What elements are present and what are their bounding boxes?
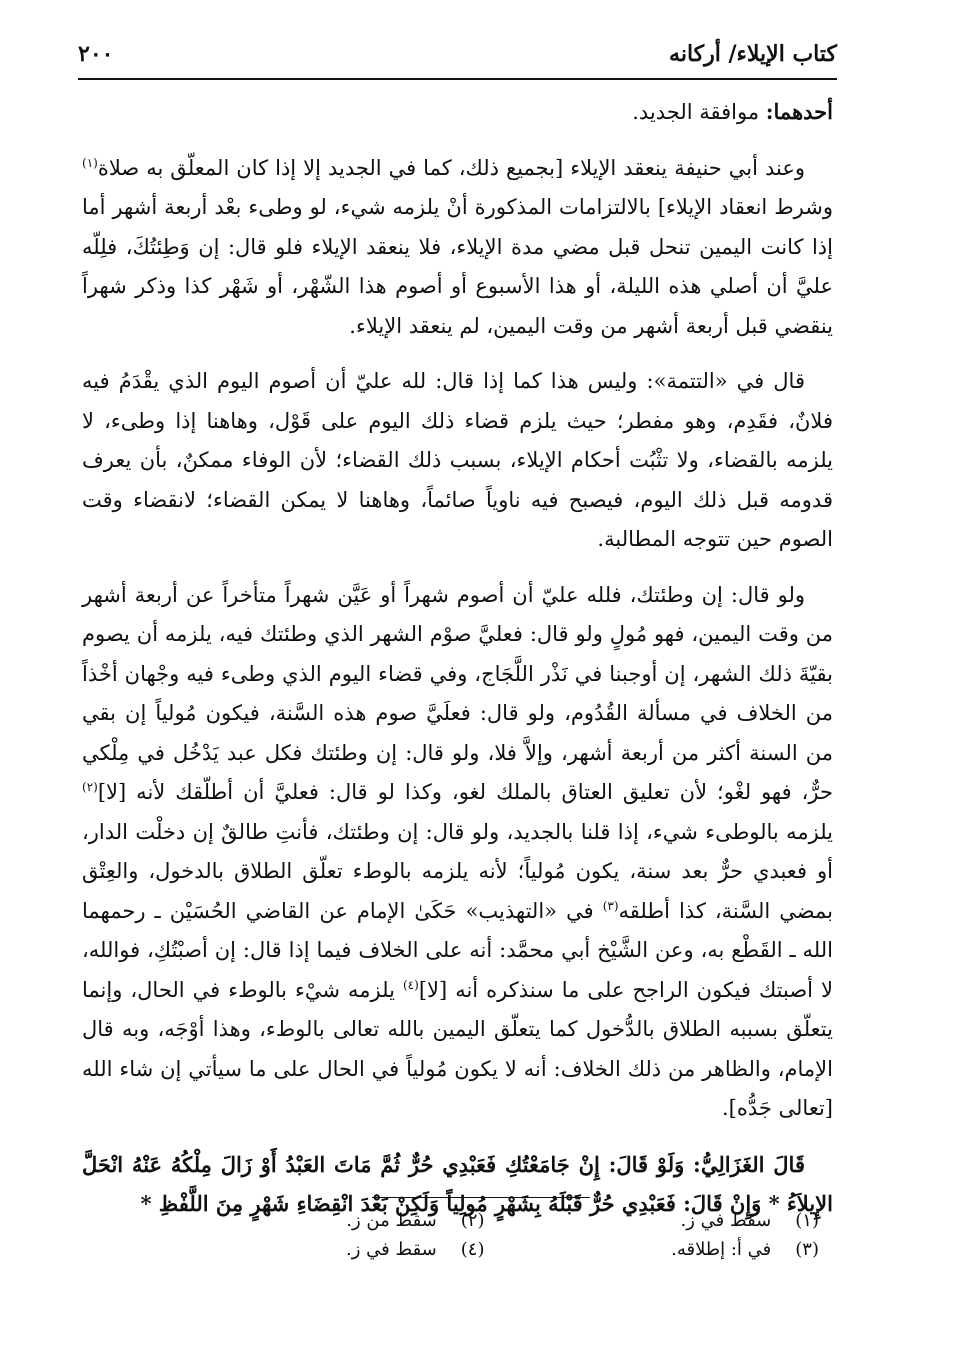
footnote-ref: (٤) — [402, 977, 419, 992]
footnote-ref: (٣) — [602, 898, 619, 913]
chapter-title: كتاب الإيلاء/ أركانه — [669, 41, 837, 67]
paragraph-1 — [82, 92, 833, 133]
paragraph-3 — [82, 362, 833, 560]
paragraph-2 — [82, 149, 833, 347]
footnote-text: سقط في ز. — [346, 1239, 437, 1260]
footnote-number: (١) — [795, 1210, 819, 1231]
running-header — [78, 30, 837, 80]
paragraph-text: يلزمه شيْء بالوطء في الحال، وإنما يتعلّق بسببه الطلاق بالدُّخول كما يتعلّق اليمين بالله تعالى بالوطء، وهذا أوْجَه، وبه قال الإمام، والظاهر من ذلك الخلاف: أنه لا يكون مُولياً في الحال على ما سيأتي إن شاء الله [تعالى جَدُّه]. — [82, 977, 833, 1120]
paragraph-text: يلزمه بالوطىء شيء، إذا قلنا بالجديد، ولو قال: إن وطئتك، فأنتِ طالقٌ إن دخلْت الدار، أو فعبدي حرٌّ بعد سنة، يكون مُولياً؛ لأنه يلزمه بالوطء تعلّق الطلاق بالدخول، والعِتْق بمضي السَّنة، كذا أطلقه — [82, 819, 833, 923]
main-text — [82, 92, 833, 1240]
paragraph-text: موافقة الجديد. — [632, 100, 766, 124]
footnote-item — [525, 1210, 820, 1231]
footnote-ref: (٢) — [82, 780, 98, 794]
paragraph-text: وعند أبي حنيفة ينعقد الإيلاء [بجميع ذلك، كما في الجديد إلا إذا كان المعلّق به صلاة — [97, 155, 805, 180]
footnote-number: (٢) — [460, 1210, 485, 1231]
footnote-text: سقط من ز. — [346, 1210, 437, 1231]
footnote-item — [190, 1239, 485, 1260]
footnotes — [190, 1210, 819, 1260]
paragraph-text: وشرط انعقاد الإيلاء] بالالتزامات المذكورة أنْ يلزمه شيء، لو وطىء بعْد أربعة أشهر أما إذا كانت اليمين تنحل قبل مضي مدة الإيلاء، فلا ينعقد الإيلاء فلو قال: إن وَطِئتُكَ، فلِلّه عليَّ أن أصلي هذه الليلة، أو هذا الأسبوع أو أصوم هذا الشّهْر، أو شَهْر كذا وذكر شهراً ينقضي قبل أربعة أشهر من وقت اليمين، لم ينعقد الإيلاء. — [82, 195, 833, 338]
footnote-text: سقط في ز. — [680, 1210, 772, 1231]
footnote-text: في أ: إطلاقه. — [671, 1239, 772, 1260]
page-number: ٢٠٠ — [78, 41, 114, 67]
footnote-number: (٤) — [460, 1239, 485, 1260]
paragraph-4 — [82, 576, 833, 1129]
paragraph-text: في «التهذيب» حَكَىٰ الإمام عن القاضي الحُسَيْن ـ رحمهما الله ـ القَطْع به، وعن الشَّيْخ أبي محمَّد: أنه على الخلاف فيما إذا قال: إن أصبْتُكِ، فوالله، لا أصبتك فيكون الراجح على ما سنذكره أنه [لا] — [82, 898, 834, 1002]
paragraph-text: ولو قال: إن وطئتك، فلله عليّ أن أصوم شهراً أو عَيَّن شهراً متأخراً عن أربعة أشهر من وقت اليمين، فهو مُولٍ ولو قال: فعليَّ صوْم الشهر الذي وطئتك فيه، يلزمه أن يصوم بقيّةَ ذلك الشهر، إن أوجبنا في نَذْر اللَّجَاج، وفي قضاء اليوم الذي وطىء فيه وجْهان أخْذاً من الخلاف في مسألة القُدُوم، ولو قال: فعلَيَّ صوم هذه السَّنة، فيكون مُولياً إن بقي من السنة أكثر من أربعة أشهر، وإلاَّ فلا، ولو قال: إن وطئتك فكل عبد يَدْخُل في مِلْكي حرٌّ، فهو لغْو؛ لأن تعليق العتاق بالملك لغو، وكذا لو قال: فعليَّ أن أطلّقك لأنه [لا] — [82, 582, 833, 804]
footnote-divider — [372, 1197, 590, 1198]
footnote-number: (٣) — [795, 1239, 819, 1260]
footnote-ref: (١) — [82, 155, 98, 170]
footnote-item — [190, 1210, 485, 1231]
footnote-item — [525, 1239, 820, 1260]
paragraph-text: قَالَ الغَزَالِيُّ: وَلَوْ قَالَ: إِنْ جَامَعْتُكِ فَعَبْدِي حُرٌّ ثُمَّ مَاتَ العَبْدُ أَوْ زَالَ مِلْكُهُ عَنْهُ انْحَلَّ الإِيلاَءُ * وَإِنْ قَالَ: فَعَبْدِي حُرٌّ قَبْلَهُ بِشَهْرٍ مُولِياً وَلَكِنْ بَعْدَ انْقِضَاءِ شَهْرٍ مِنَ اللَّفْظِ * — [82, 1151, 833, 1216]
paragraph-text: قال في «التتمة»: وليس هذا كما إذا قال: لله عليّ أن أصوم اليوم الذي يقْدَمُ فيه فلانٌ، فقَدِم، وهو مفطر؛ حيث يلزم قضاء ذلك اليوم على قَوْل، وهاهنا إذا وطىء، لا يلزمه بالقضاء، ولا تثْبُت أحكام الإيلاء، بسبب ذلك القضاء؛ لأن الوفاء ممكنٌ، بأن يعرف قدومه قبل ذلك اليوم، فيصبح فيه ناوياً صائماً، وهاهنا لا يمكن القضاء؛ لانقضاء وقت الصوم حين تتوجه المطالبة. — [82, 369, 833, 551]
paragraph-label: أحدهما: — [765, 99, 833, 124]
